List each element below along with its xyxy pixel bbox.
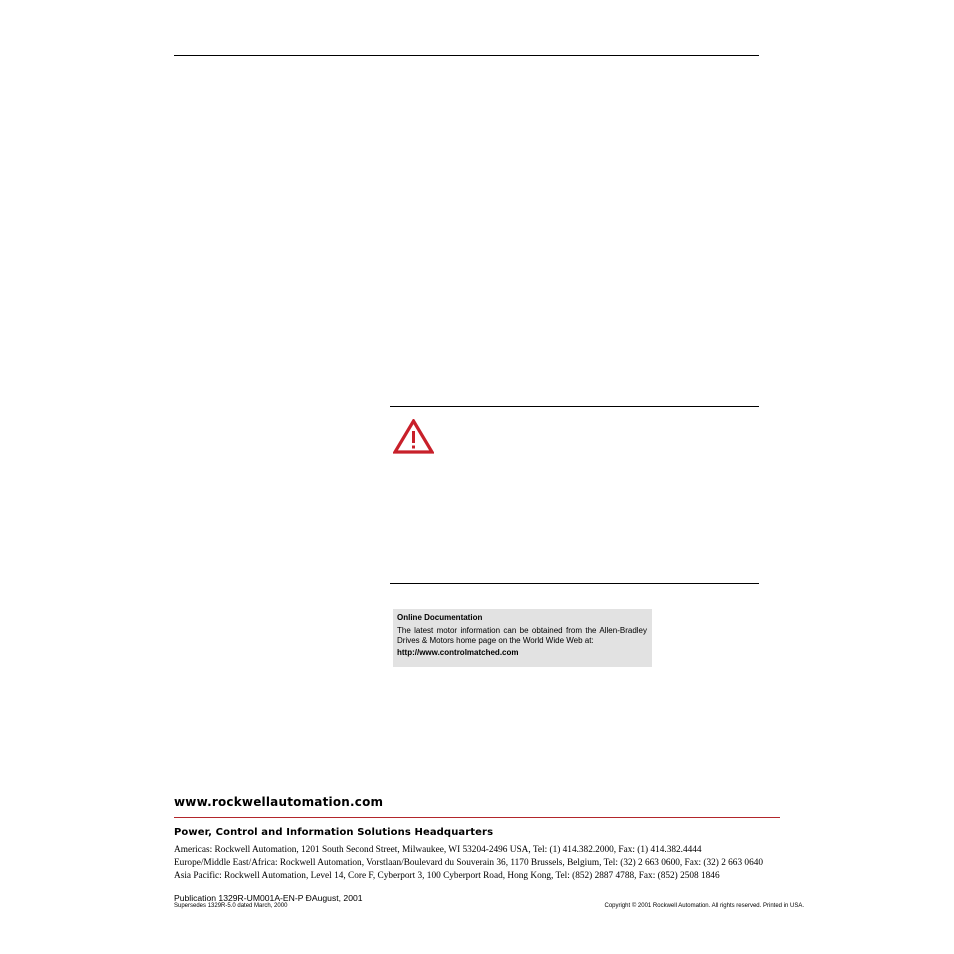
address-asia-pacific: Asia Pacific: Rockwell Automation, Level 14, Core F, Cyberport 3, 100 Cyberport Road, Hong Kong, Tel: (852) 2887 4788, Fax: (852) 2508 1846 bbox=[174, 871, 720, 881]
online-documentation-text: The latest motor information can be obtained from the Allen-Bradley Drives & Motors home page on the World Wide Web at: bbox=[397, 626, 647, 645]
headquarters-title: Power, Control and Information Solutions Headquarters bbox=[174, 827, 494, 838]
online-documentation-box bbox=[393, 609, 652, 667]
footer-rule bbox=[174, 817, 780, 818]
warning-triangle-icon bbox=[393, 419, 434, 454]
address-americas: Americas: Rockwell Automation, 1201 South Second Street, Milwaukee, WI 53204-2496 USA, Tel: (1) 414.382.2000, Fax: (1) 414.382.4444 bbox=[174, 845, 702, 855]
publication-number: Publication 1329R-UM001A-EN-P ÐAugust, 2001 bbox=[174, 893, 363, 903]
online-documentation-link[interactable]: http://www.controlmatched.com bbox=[397, 648, 519, 657]
address-europe: Europe/Middle East/Africa: Rockwell Automation, Vorstlaan/Boulevard du Souverain 36, 1170 Brussels, Belgium, Tel: (32) 2 663 0600, Fax: (32) 2 663 0640 bbox=[174, 858, 764, 868]
top-rule bbox=[174, 55, 759, 56]
footer-website[interactable]: www.rockwellautomation.com bbox=[174, 795, 384, 809]
warning-bottom-rule bbox=[390, 583, 759, 584]
online-documentation-title: Online Documentation bbox=[397, 613, 483, 622]
copyright-notice: Copyright © 2001 Rockwell Automation. All rights reserved. Printed in USA. bbox=[604, 903, 804, 909]
warning-top-rule bbox=[390, 406, 759, 407]
supersedes-note: Supersedes 1329R-5.0 dated March, 2000 bbox=[174, 903, 288, 909]
